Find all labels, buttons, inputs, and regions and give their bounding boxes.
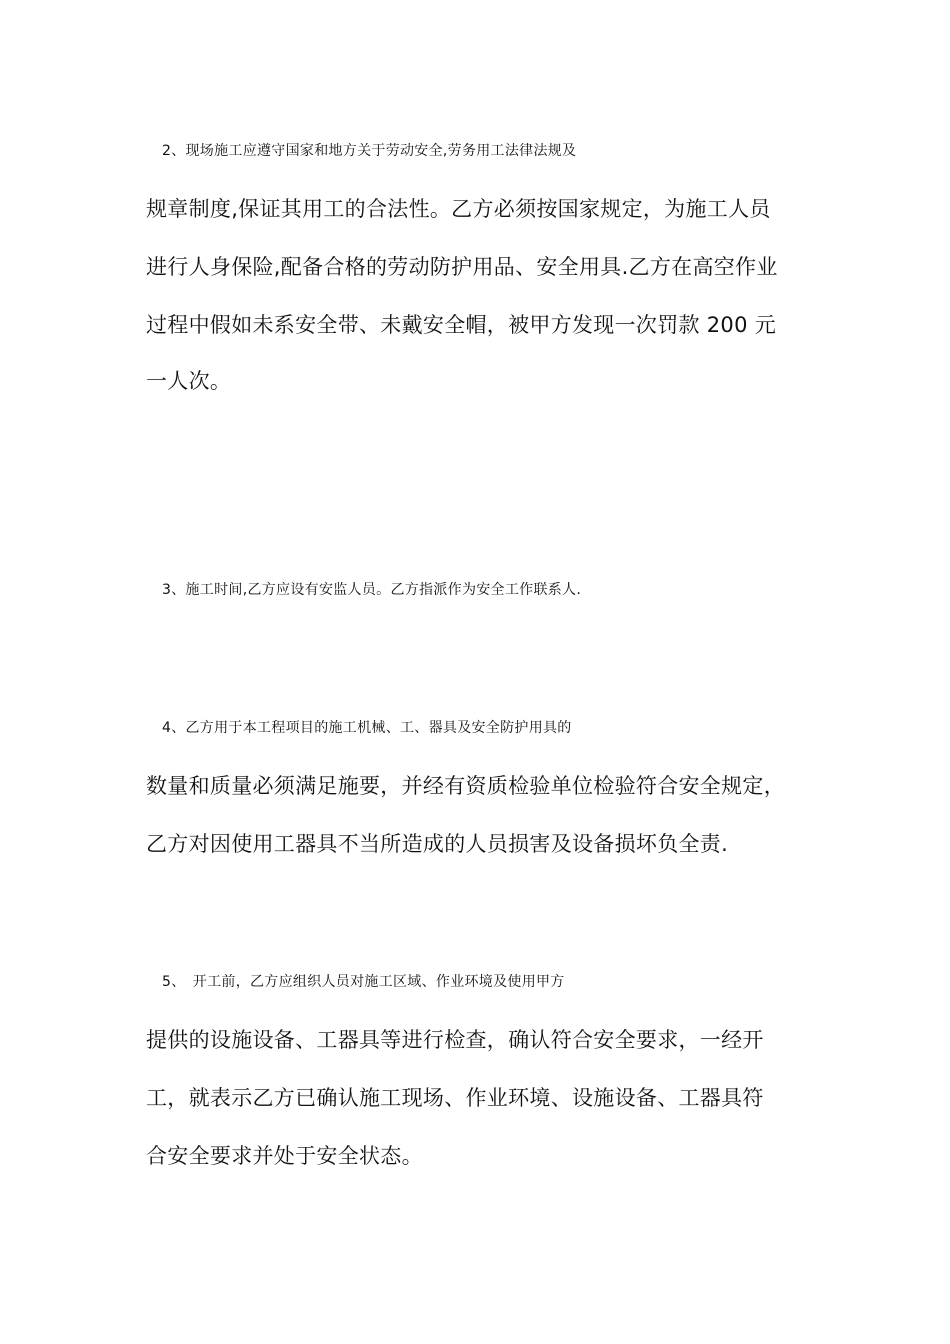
- paragraph-5-line-3: 工，就表示乙方已确认施工现场、作业环境、设施设备、工器具符: [146, 1086, 764, 1110]
- paragraph-5-line-2: 提供的设施设备、工器具等进行检查，确认符合安全要求，一经开: [146, 1028, 764, 1052]
- paragraph-5-line-1: 5、 开工前，乙方应组织人员对施工区域、作业环境及使用甲方: [162, 974, 565, 990]
- paragraph-2-line-1: 2、现场施工应遵守国家和地方关于劳动安全,劳务用工法律法规及: [162, 143, 577, 159]
- paragraph-2-line-2: 规章制度,保证其用工的合法性。乙方必须按国家规定，为施工人员: [146, 197, 771, 221]
- paragraph-3-line-1: 3、施工时间,乙方应设有安监人员。乙方指派作为安全工作联系人.: [162, 582, 582, 598]
- paragraph-4-line-3: 乙方对因使用工器具不当所造成的人员损害及设备损坏负全责.: [146, 832, 729, 856]
- paragraph-4-line-2: 数量和质量必须满足施要，并经有资质检验单位检验符合安全规定，: [146, 774, 785, 798]
- paragraph-2-line-3: 进行人身保险,配备合格的劳动防护用品、安全用具.乙方在高空作业: [146, 255, 778, 279]
- paragraph-5-line-4: 合安全要求并处于安全状态。: [146, 1144, 423, 1168]
- paragraph-4-line-1: 4、乙方用于本工程项目的施工机械、工、器具及安全防护用具的: [162, 720, 572, 736]
- paragraph-2-line-5: 一人次。: [146, 369, 232, 393]
- paragraph-2-line-4: 过程中假如未系安全带、未戴安全帽，被甲方发现一次罚款 200 元: [146, 313, 777, 337]
